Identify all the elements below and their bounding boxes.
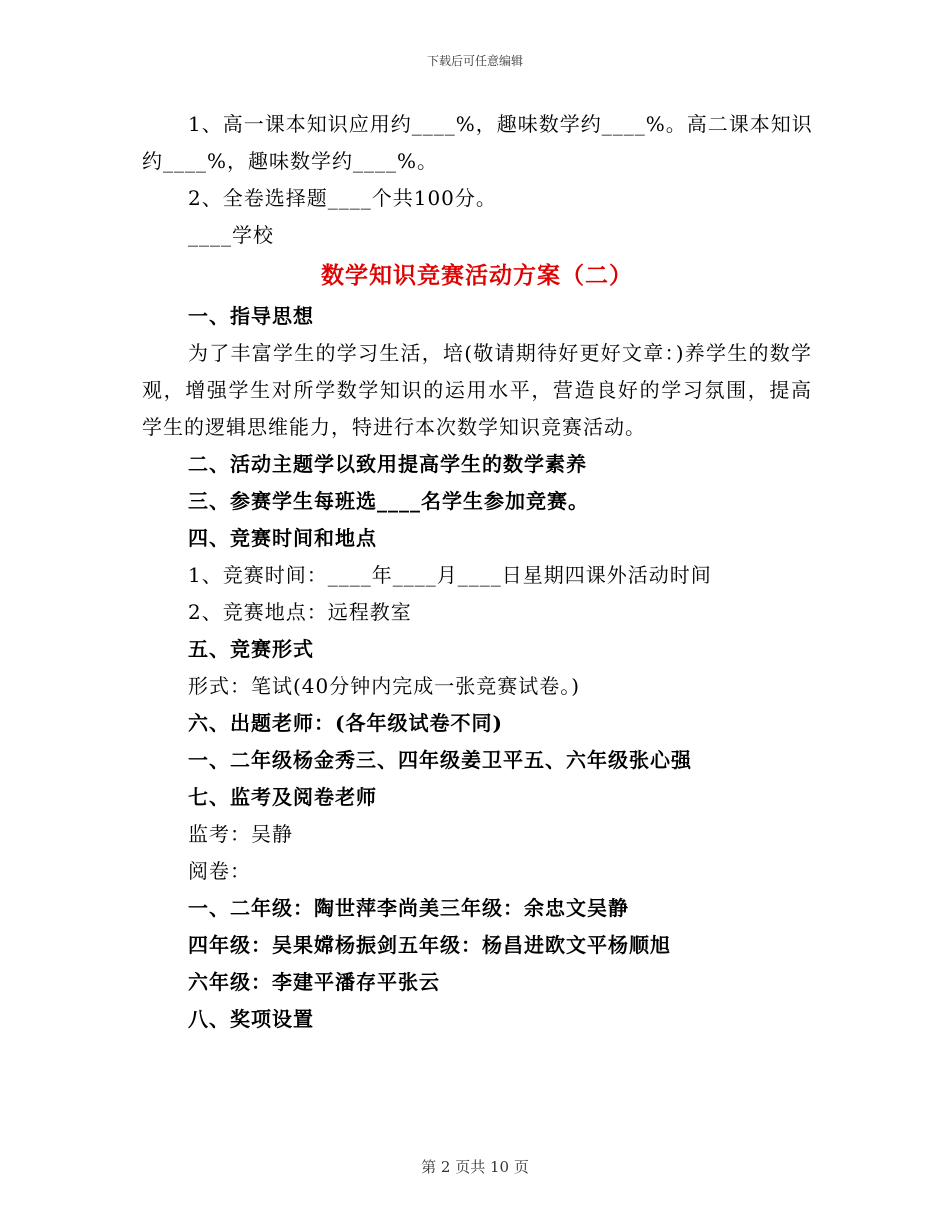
text-line: 一、二年级杨金秀三、四年级姜卫平五、六年级张心强 bbox=[188, 748, 692, 772]
section-heading: 一、指导思想 bbox=[188, 304, 314, 328]
text-line: 2、竞赛地点：远程教室 bbox=[188, 600, 412, 624]
document-body bbox=[142, 106, 812, 1038]
text-line: 阅卷： bbox=[188, 859, 251, 883]
section-heading: 三、参赛学生每班选____名学生参加竞赛。 bbox=[188, 489, 589, 513]
section-heading: 二、活动主题学以致用提高学生的数学素养 bbox=[188, 452, 587, 476]
section-heading: 六、出题老师：(各年级试卷不同) bbox=[188, 711, 503, 735]
section-heading: 四、竞赛时间和地点 bbox=[188, 526, 377, 550]
text-line: 一、二年级：陶世萍李尚美三年级：余忠文吴静 bbox=[188, 896, 629, 920]
text-line: ____学校 bbox=[188, 223, 274, 247]
section-heading: 八、奖项设置 bbox=[188, 1007, 314, 1031]
page-footer: 第 2 页共 10 页 bbox=[421, 1158, 529, 1176]
page-header: 下载后可任意编辑 bbox=[426, 54, 523, 68]
section-heading: 七、监考及阅卷老师 bbox=[188, 785, 377, 809]
text-line: 六年级：李建平潘存平张云 bbox=[188, 970, 440, 994]
text-line: 约____%，趣味数学约____%。 bbox=[142, 149, 439, 173]
text-line: 1、竞赛时间：____年____月____日星期四课外活动时间 bbox=[188, 563, 712, 587]
text-line: 监考：吴静 bbox=[188, 822, 293, 846]
paragraph: 为了丰富学生的学习生活，培(敬请期待好更好文章：)养学生的数学观，增强学生对所学数学知识的运用水平，营造良好的学习氛围，提高学生的逻辑思维能力，特进行本次数学知识竞赛活动。 bbox=[142, 341, 812, 439]
text-line: 四年级：吴果嫦杨振剑五年级：杨昌进欧文平杨顺旭 bbox=[188, 933, 671, 957]
text-line: 2、全卷选择题____个共100分。 bbox=[188, 186, 497, 210]
document-title: 数学知识竞赛活动方案（二） bbox=[321, 262, 633, 289]
text-line: 形式：笔试(40分钟内完成一张竞赛试卷。) bbox=[188, 674, 581, 698]
text-line: 1、高一课本知识应用约____%，趣味数学约____%。高二课本知识 bbox=[188, 112, 813, 136]
section-heading: 五、竞赛形式 bbox=[188, 637, 314, 661]
